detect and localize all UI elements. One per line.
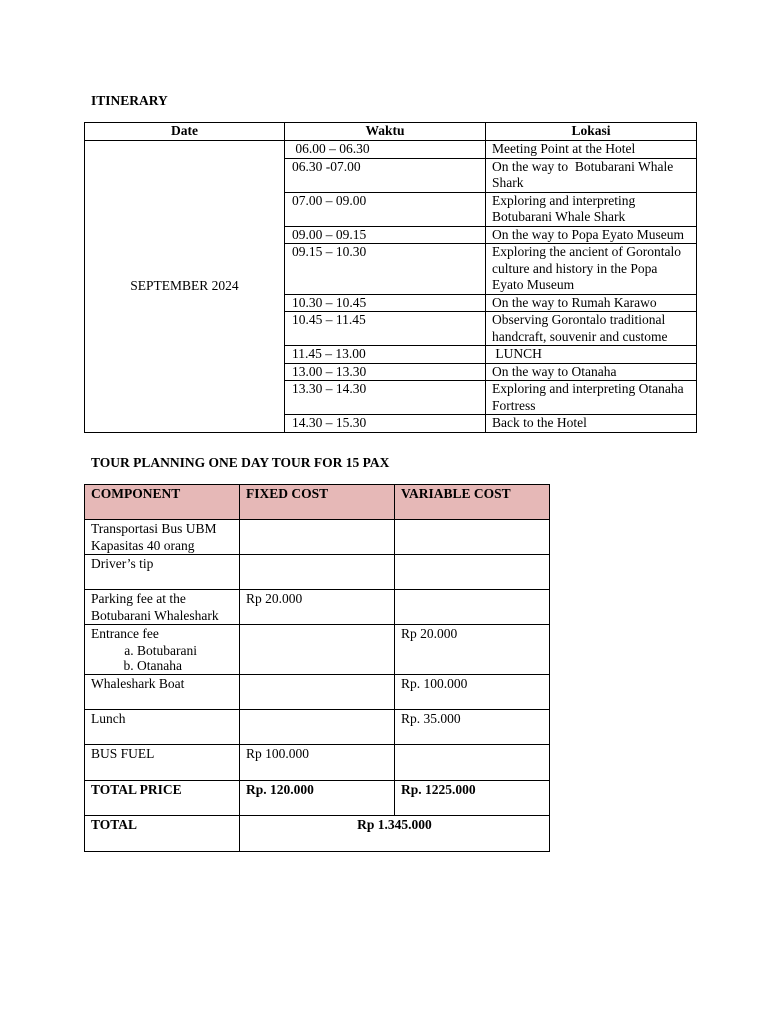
itinerary-date-cell: SEPTEMBER 2024	[85, 141, 285, 433]
total-price-label: TOTAL PRICE	[85, 780, 240, 815]
total-price-row	[85, 780, 550, 815]
fixed-cost-cell: Rp 100.000	[240, 744, 395, 780]
fixed-cost-cell	[240, 625, 395, 675]
cost-row	[85, 674, 550, 709]
component-cell: BUS FUEL	[85, 744, 240, 780]
itinerary-time-cell: 14.30 – 15.30	[285, 415, 486, 433]
itinerary-time-cell: 06.30 -07.00	[285, 158, 486, 192]
itinerary-location-cell: Exploring the ancient of Gorontalo culture and history in the Popa Eyato Museum	[486, 244, 697, 295]
itinerary-table	[84, 122, 697, 433]
component-cell: Whaleshark Boat	[85, 674, 240, 709]
itinerary-row	[85, 141, 697, 159]
tour-planning-table	[84, 484, 550, 852]
itinerary-location-cell: Meeting Point at the Hotel	[486, 141, 697, 159]
component-label: Entrance fee	[91, 626, 159, 641]
cost-row	[85, 520, 550, 555]
column-header-component: COMPONENT	[85, 485, 240, 520]
itinerary-time-cell: 06.00 – 06.30	[285, 141, 486, 159]
column-header-lokasi: Lokasi	[486, 123, 697, 141]
component-cell: Parking fee at the Botubarani Whaleshark	[85, 590, 240, 625]
entrance-sub-list	[91, 643, 233, 674]
variable-cost-cell	[395, 555, 550, 590]
column-header-fixed-cost: FIXED COST	[240, 485, 395, 520]
itinerary-location-cell: Observing Gorontalo traditional handcraft, souvenir and custome	[486, 312, 697, 346]
column-header-waktu: Waktu	[285, 123, 486, 141]
component-cell: Transportasi Bus UBM Kapasitas 40 orang	[85, 520, 240, 555]
cost-row	[85, 744, 550, 780]
cost-row	[85, 555, 550, 590]
total-fixed-cost: Rp. 120.000	[240, 780, 395, 815]
itinerary-time-cell: 09.15 – 10.30	[285, 244, 486, 295]
cost-row	[85, 625, 550, 675]
column-header-date: Date	[85, 123, 285, 141]
fixed-cost-cell	[240, 520, 395, 555]
itinerary-location-cell: On the way to Botubarani Whale Shark	[486, 158, 697, 192]
itinerary-location-cell: Exploring and interpreting Otanaha Fortress	[486, 381, 697, 415]
grand-total-row	[85, 815, 550, 851]
component-cell: Lunch	[85, 709, 240, 744]
column-header-variable-cost: VARIABLE COST	[395, 485, 550, 520]
component-cell: Driver’s tip	[85, 555, 240, 590]
itinerary-time-cell: 13.30 – 14.30	[285, 381, 486, 415]
sub-list-item: b. Otanaha	[137, 658, 233, 674]
cost-row	[85, 590, 550, 625]
variable-cost-cell	[395, 744, 550, 780]
itinerary-time-cell: 09.00 – 09.15	[285, 226, 486, 244]
itinerary-location-cell: On the way to Otanaha	[486, 363, 697, 381]
fixed-cost-cell	[240, 709, 395, 744]
itinerary-time-cell: 07.00 – 09.00	[285, 192, 486, 226]
itinerary-location-cell: On the way to Rumah Karawo	[486, 294, 697, 312]
itinerary-time-cell: 10.30 – 10.45	[285, 294, 486, 312]
fixed-cost-cell	[240, 555, 395, 590]
component-cell	[85, 625, 240, 675]
fixed-cost-cell	[240, 674, 395, 709]
itinerary-heading: ITINERARY	[91, 93, 168, 108]
variable-cost-cell	[395, 520, 550, 555]
itinerary-time-cell: 11.45 – 13.00	[285, 346, 486, 364]
sub-list-item: a. Botubarani	[137, 643, 233, 659]
itinerary-location-cell: On the way to Popa Eyato Museum	[486, 226, 697, 244]
planning-header-row	[85, 485, 550, 520]
itinerary-time-cell: 13.00 – 13.30	[285, 363, 486, 381]
variable-cost-cell: Rp. 100.000	[395, 674, 550, 709]
itinerary-location-cell: Back to the Hotel	[486, 415, 697, 433]
itinerary-location-cell: Exploring and interpreting Botubarani Whale Shark	[486, 192, 697, 226]
variable-cost-cell: Rp 20.000	[395, 625, 550, 675]
variable-cost-cell: Rp. 35.000	[395, 709, 550, 744]
grand-total-label: TOTAL	[85, 815, 240, 851]
grand-total-value: Rp 1.345.000	[240, 815, 550, 851]
itinerary-location-cell: LUNCH	[486, 346, 697, 364]
cost-row	[85, 709, 550, 744]
tour-planning-heading: TOUR PLANNING ONE DAY TOUR FOR 15 PAX	[91, 455, 390, 470]
variable-cost-cell	[395, 590, 550, 625]
total-variable-cost: Rp. 1225.000	[395, 780, 550, 815]
itinerary-time-cell: 10.45 – 11.45	[285, 312, 486, 346]
itinerary-header-row	[85, 123, 697, 141]
fixed-cost-cell: Rp 20.000	[240, 590, 395, 625]
